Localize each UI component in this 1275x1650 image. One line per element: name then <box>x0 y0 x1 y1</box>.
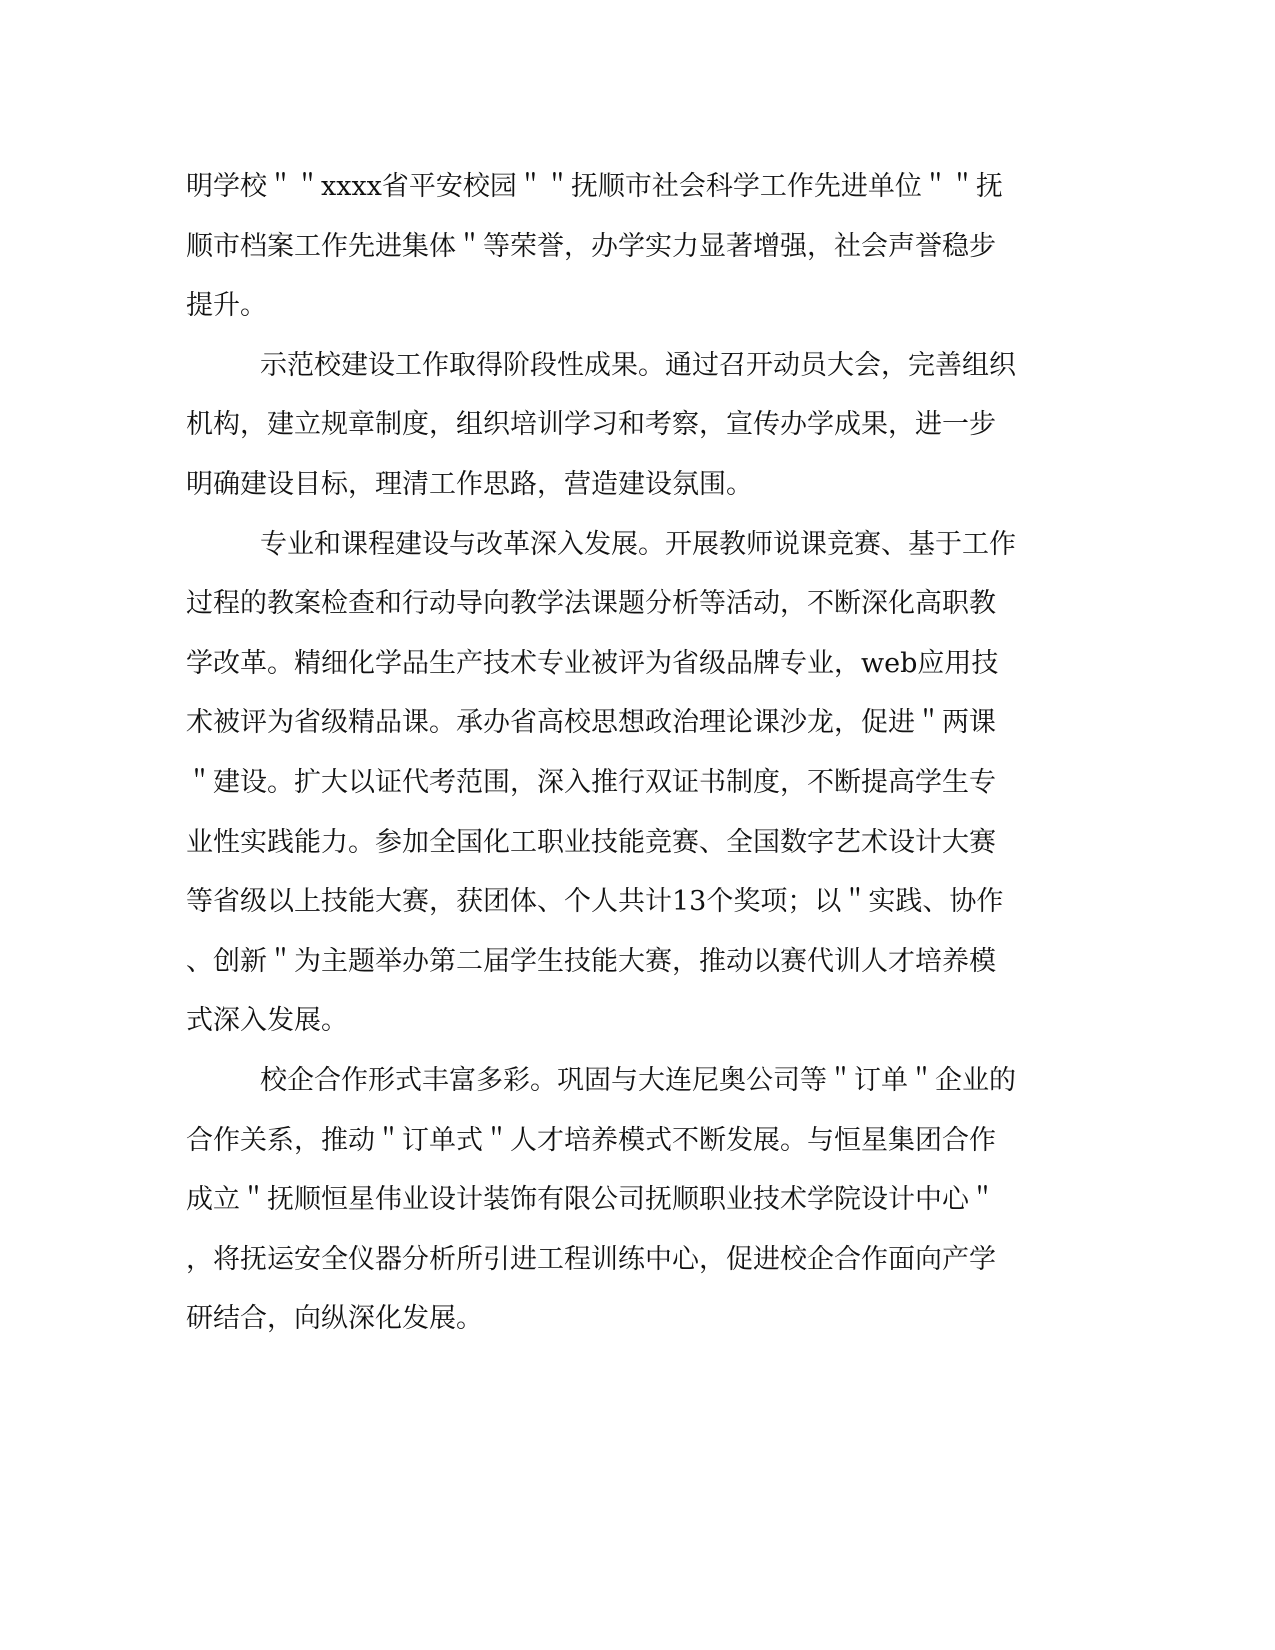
text-line: 专业和课程建设与改革深入发展。开展教师说课竞赛、基于工作 <box>260 528 1016 560</box>
text-line: 业性实践能力。参加全国化工职业技能竞赛、全国数字艺术设计大赛 <box>186 826 996 858</box>
body-text <box>186 157 1066 1349</box>
text-line: 机构，建立规章制度，组织培训学习和考察，宣传办学成果，进一步 <box>186 409 996 441</box>
text-line: 提升。 <box>186 290 267 322</box>
paragraph-demonstration-school <box>186 336 1066 515</box>
text-line: 合作关系，推动＂订单式＂人才培养模式不断发展。与恒星集团合作 <box>186 1124 996 1156</box>
text-line: ，将抚运安全仪器分析所引进工程训练中心，促进校企合作面向产学 <box>186 1243 996 1275</box>
text-line: 式深入发展。 <box>186 1005 348 1037</box>
text-line: 研结合，向纵深化发展。 <box>186 1303 483 1335</box>
text-line: 明确建设目标，理清工作思路，营造建设氛围。 <box>186 468 753 500</box>
paragraph-honors <box>186 157 1066 336</box>
text-line: 过程的教案检查和行动导向教学法课题分析等活动，不断深化高职教 <box>186 588 996 620</box>
text-line: 校企合作形式丰富多彩。巩固与大连尼奥公司等＂订单＂企业的 <box>260 1064 1016 1096</box>
text-line: 、创新＂为主题举办第二届学生技能大赛，推动以赛代训人才培养模 <box>186 945 996 977</box>
paragraph-curriculum-reform <box>186 515 1066 1051</box>
paragraph-school-enterprise-cooperation <box>186 1051 1066 1349</box>
text-line: 学改革。精细化学品生产技术专业被评为省级品牌专业，web应用技 <box>186 647 999 679</box>
text-line: 明学校＂＂xxxx省平安校园＂＂抚顺市社会科学工作先进单位＂＂抚 <box>186 171 1003 202</box>
text-line: 等省级以上技能大赛，获团体、个人共计13个奖项；以＂实践、协作 <box>186 886 1004 918</box>
text-line: ＂建设。扩大以证代考范围，深入推行双证书制度，不断提高学生专 <box>186 766 996 798</box>
text-line: 成立＂抚顺恒星伟业设计装饰有限公司抚顺职业技术学院设计中心＂ <box>186 1184 996 1216</box>
text-line: 示范校建设工作取得阶段性成果。通过召开动员大会，完善组织 <box>260 349 1016 381</box>
text-line: 顺市档案工作先进集体＂等荣誉，办学实力显著增强，社会声誉稳步 <box>186 230 996 262</box>
text-line: 术被评为省级精品课。承办省高校思想政治理论课沙龙，促进＂两课 <box>186 707 996 739</box>
